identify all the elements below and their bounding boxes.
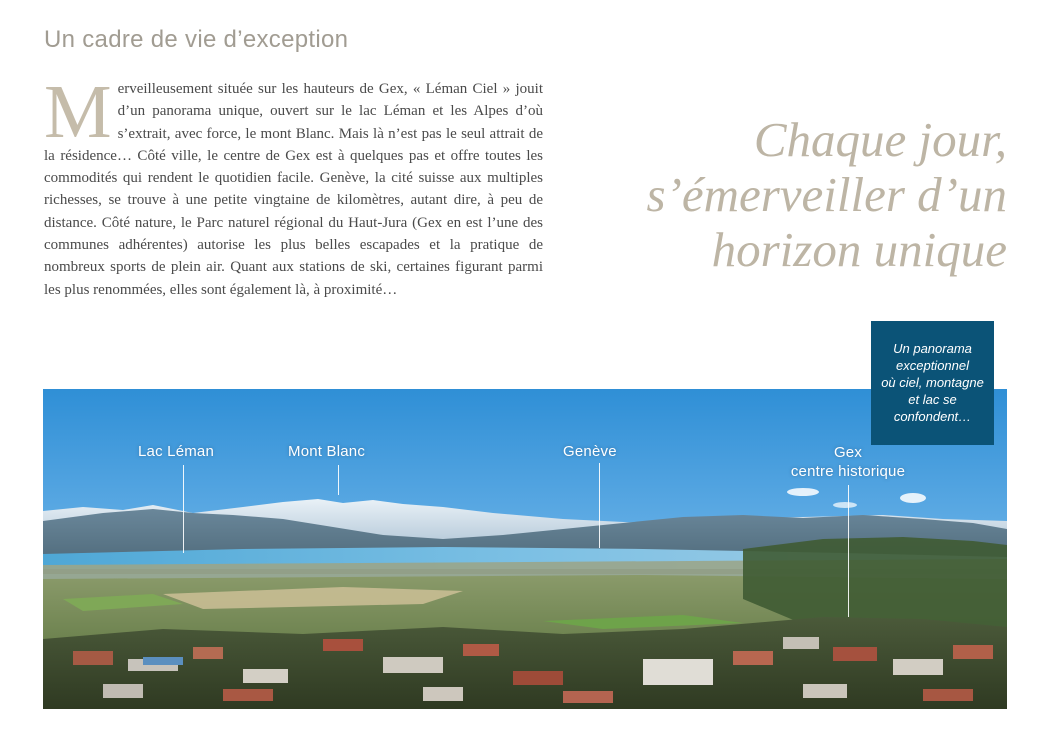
label-mont-blanc-text: Mont Blanc xyxy=(288,443,366,460)
geneve-pointer xyxy=(599,463,600,548)
cloud xyxy=(787,488,819,496)
forested-hill xyxy=(743,537,1007,629)
label-gex-line-1: Gex xyxy=(833,444,863,461)
headline xyxy=(587,112,1007,277)
intro-text: erveilleusement située sur les hauteurs de Gex, « Léman Ciel » jouit d’un panorama unique, ouvert sur le lac Léman et les Alpes d’où s’extrait, avec force, le mont Blanc. Mais là n’est pas le seul attrait de la résidence… Côté ville, le centre de Gex est à quelques pas et offre toutes les commodités qui rendent le quotidien facile. Genève, la cité suisse aux multiples richesses, se trouve à une petite vingtaine de kilomètres, autant dire, à peu de distance. Côté nature, le Parc naturel régional du Haut-Jura (Gex en est l’une des communes adhérentes) autorise les plus belles escapades et la pratique de nombreux sports de plein air. Quant aux stations de ski, certaines figurant parmi les plus renommées, elles sont également là, à proximité… xyxy=(44,81,543,298)
label-mont-blanc xyxy=(288,442,365,461)
mont-blanc-pointer xyxy=(338,465,339,495)
section-title: Un cadre de vie d’exception xyxy=(44,26,349,53)
intro-paragraph xyxy=(44,70,543,301)
lac-leman-pointer xyxy=(183,465,184,553)
label-geneve xyxy=(563,442,617,461)
label-lac-leman-text: Lac Léman xyxy=(138,443,215,460)
label-geneve-text: Genève xyxy=(563,443,617,460)
callout-line-5: confondent… xyxy=(893,409,972,424)
panorama-callout-box xyxy=(871,321,994,445)
drop-cap: M xyxy=(44,70,112,154)
label-gex xyxy=(773,443,923,481)
headline-line-3: horizon unique xyxy=(711,222,1007,277)
callout-line-2: exceptionnel xyxy=(896,358,969,373)
callout-line-3: où ciel, montagne xyxy=(881,375,984,390)
cloud xyxy=(900,493,926,503)
label-lac-leman xyxy=(138,442,214,461)
headline-line-2: s’émerveiller d’un xyxy=(646,167,1007,222)
label-gex-line-2: centre historique xyxy=(790,463,906,480)
panorama-photo xyxy=(43,389,1007,709)
callout-line-1: Un panorama xyxy=(893,341,972,356)
callout-line-4: et lac se xyxy=(908,392,957,407)
panorama-landscape-illustration xyxy=(43,389,1007,709)
headline-line-1: Chaque jour, xyxy=(753,112,1007,167)
gex-pointer xyxy=(848,485,849,617)
cloud xyxy=(833,502,857,508)
